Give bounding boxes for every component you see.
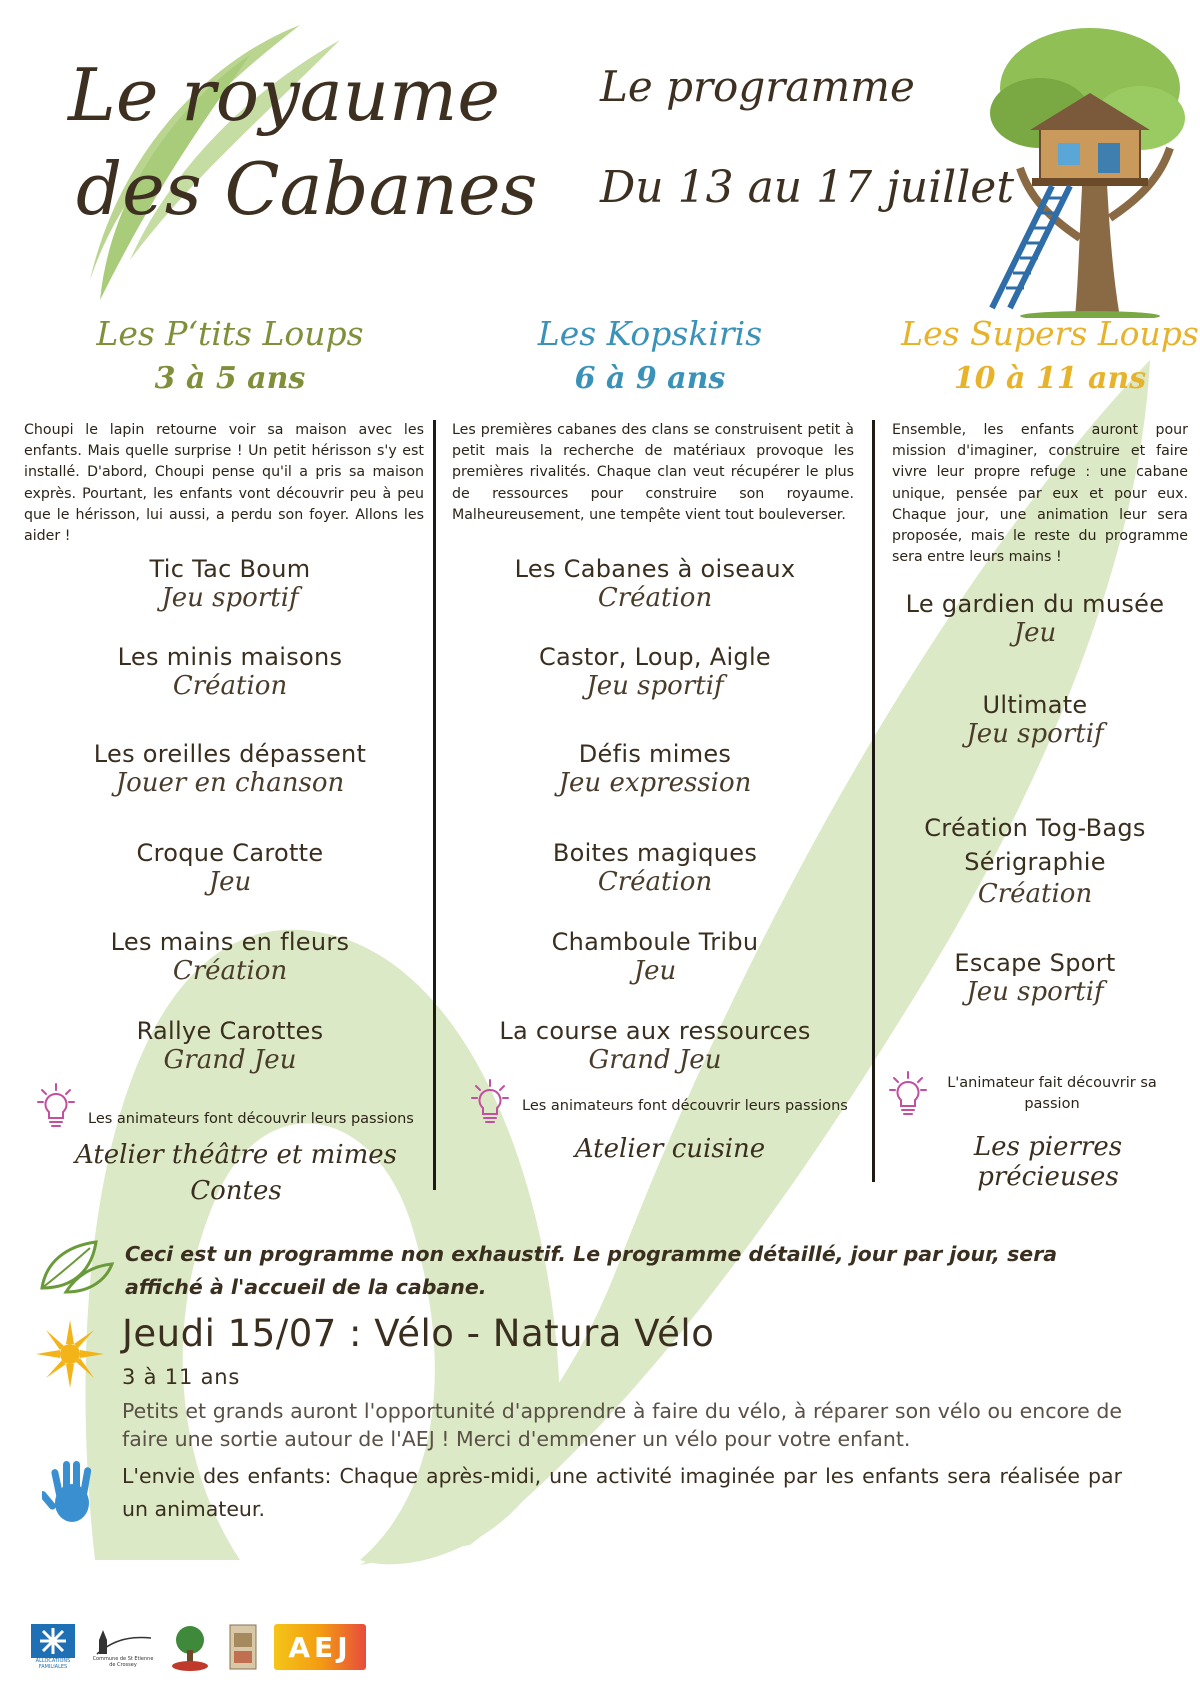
book-icon bbox=[228, 1623, 258, 1671]
aej-label: AEJ bbox=[288, 1630, 352, 1664]
event-age: 3 à 11 ans bbox=[122, 1365, 241, 1389]
passion-block-ptits-loups bbox=[36, 1082, 436, 1206]
event-description: Petits et grands auront l'opportunité d'apprendre à faire du vélo, à réparer son vélo ou encore de faire une sortie autour de l'AEJ ! Merci d'emmener un vélo pour votre enfant. bbox=[122, 1399, 1122, 1451]
group-header-supers-loups bbox=[860, 312, 1200, 402]
column-divider bbox=[872, 420, 875, 1182]
activity-type: Grand Jeu bbox=[163, 1045, 297, 1075]
event-title: Jeudi 15/07 : Vélo - Natura Vélo bbox=[122, 1312, 715, 1355]
aej-logo bbox=[274, 1624, 366, 1670]
partner-logos bbox=[28, 1620, 366, 1674]
activity-type: Jeu sportif bbox=[161, 583, 299, 613]
activity-item bbox=[880, 590, 1190, 691]
bulb-icon bbox=[888, 1070, 928, 1118]
activity-name: Chamboule Tribu bbox=[551, 928, 759, 956]
activity-type: Jeu expression bbox=[558, 768, 752, 798]
church-icon bbox=[93, 1626, 153, 1656]
caf-icon bbox=[31, 1624, 75, 1658]
activity-type: Jeu sportif bbox=[586, 671, 724, 701]
leaf-icon bbox=[36, 1234, 116, 1296]
activity-list-kopskiris bbox=[455, 555, 855, 1107]
activity-item bbox=[455, 555, 855, 643]
activity-item bbox=[880, 811, 1190, 949]
activity-item bbox=[30, 740, 430, 839]
passion-note: Les animateurs font découvrir leurs passions bbox=[522, 1098, 848, 1114]
passion-note: L'animateur fait découvrir sa passion bbox=[947, 1075, 1157, 1112]
activity-name: Rallye Carottes bbox=[136, 1017, 324, 1045]
group-name: Les Kopskiris bbox=[537, 314, 763, 353]
passion-note: Les animateurs font découvrir leurs passions bbox=[88, 1111, 414, 1127]
activity-type: Jeu bbox=[633, 956, 677, 986]
sun-icon bbox=[34, 1318, 106, 1390]
activity-item bbox=[455, 839, 855, 928]
library-logo bbox=[226, 1620, 260, 1674]
activity-name: Les Cabanes à oiseaux bbox=[514, 555, 796, 583]
activity-item bbox=[455, 643, 855, 740]
group-description: Les premières cabanes des clans se construisent petit à petit mais la recherche de matériaux provoque les premières rivalités. Chaque clan veut récupérer le plus de ressources pour construire son royaume. Malheureusement, une tempête vient tout bouleverser. bbox=[452, 422, 854, 523]
activity-type: Création bbox=[597, 867, 713, 897]
activity-name: Les mains en fleurs bbox=[110, 928, 350, 956]
group-description: Ensemble, les enfants auront pour mission d'imaginer, construire et faire vivre leur propre refuge : une cabane unique, pensée par eux et pour eux. Chaque jour, une animation leur sera proposée, mais le reste du programme sera entre leurs mains ! bbox=[892, 422, 1188, 566]
passion-activity: Contes bbox=[190, 1176, 282, 1206]
group-header-ptits-loups bbox=[40, 312, 420, 402]
activity-item bbox=[30, 555, 430, 643]
activity-name: Castor, Loup, Aigle bbox=[539, 643, 771, 671]
passion-activity: Atelier théâtre et mimes bbox=[75, 1140, 397, 1170]
activity-item bbox=[880, 691, 1190, 811]
activity-name: Le gardien du musée bbox=[905, 590, 1165, 618]
activity-type: Grand Jeu bbox=[588, 1045, 722, 1075]
group-name: Les P‘tits Loups bbox=[96, 314, 364, 353]
activity-item bbox=[880, 949, 1190, 1049]
main-title bbox=[68, 48, 538, 236]
activity-item bbox=[455, 928, 855, 1017]
activity-type: Création bbox=[977, 879, 1093, 909]
passion-activity: Atelier cuisine bbox=[574, 1134, 766, 1164]
activity-type: Création bbox=[172, 671, 288, 701]
activity-item bbox=[30, 839, 430, 928]
group-age: 10 à 11 ans bbox=[953, 361, 1147, 396]
activity-type: Jeu bbox=[208, 867, 252, 897]
activity-type: Jeu sportif bbox=[966, 719, 1104, 749]
passion-activity: Les pierres précieuses bbox=[973, 1132, 1123, 1192]
activity-name: Défis mimes bbox=[578, 740, 732, 768]
activity-item bbox=[30, 643, 430, 740]
activity-name: Ultimate bbox=[982, 691, 1088, 719]
activity-type: Création bbox=[597, 583, 713, 613]
activity-name: Les oreilles dépassent bbox=[93, 740, 367, 768]
passion-block-supers-loups bbox=[888, 1070, 1188, 1192]
commune-label: Commune de St Etienne de Crossey bbox=[92, 1656, 154, 1668]
activity-name: La course aux ressources bbox=[499, 1017, 811, 1045]
passion-block-kopskiris bbox=[470, 1078, 870, 1164]
caf-label: ALLOCATIONS FAMILIALES bbox=[35, 1658, 71, 1670]
children-wish-text: L'envie des enfants: Chaque après-midi, une activité imaginée par les enfants sera réalisée par un animateur. bbox=[122, 1464, 1122, 1521]
activity-name: Les minis maisons bbox=[117, 643, 343, 671]
group-age: 3 à 5 ans bbox=[154, 361, 306, 396]
program-dates: Du 13 au 17 juillet bbox=[600, 162, 1015, 213]
column-divider bbox=[433, 420, 436, 1190]
activity-name: Boites magiques bbox=[552, 839, 758, 867]
tree-icon bbox=[168, 1622, 212, 1672]
main-title-line2: des Cabanes bbox=[76, 147, 538, 231]
activity-type: Jeu bbox=[1013, 618, 1057, 648]
caf-logo bbox=[28, 1620, 78, 1674]
activity-type: Jeu sportif bbox=[966, 977, 1104, 1007]
commune-logo bbox=[92, 1620, 154, 1674]
activity-list-ptits-loups bbox=[30, 555, 430, 1107]
tree-house-icon bbox=[980, 18, 1190, 318]
group-description: Choupi le lapin retourne voir sa maison avec les enfants. Mais quelle surprise ! Un petit hérisson s'y est installé. D'abord, Choupi pense qu'il a pris sa maison exprès. Pourtant, les enfants vont découvrir peu à peu que le hérisson, lui aussi, a perdu son foyer. Allons les aider ! bbox=[24, 422, 424, 545]
activity-list-supers-loups bbox=[880, 590, 1190, 1049]
activity-type: Création bbox=[172, 956, 288, 986]
activity-item bbox=[30, 928, 430, 1017]
passion-row bbox=[470, 1078, 870, 1126]
program-label: Le programme bbox=[600, 62, 915, 111]
bulb-icon bbox=[470, 1078, 510, 1126]
group-name: Les Supers Loups bbox=[901, 314, 1199, 353]
group-age: 6 à 9 ans bbox=[574, 361, 726, 396]
passion-row bbox=[888, 1070, 1188, 1118]
passion-row bbox=[36, 1082, 436, 1130]
group-header-kopskiris bbox=[460, 312, 840, 402]
program-notice: Ceci est un programme non exhaustif. Le programme détaillé, jour par jour, sera affiché à l'accueil de la cabane. bbox=[125, 1242, 1058, 1299]
activity-name: Escape Sport bbox=[954, 949, 1116, 977]
activity-type: Jouer en chanson bbox=[115, 768, 345, 798]
main-title-line1: Le royaume bbox=[68, 53, 500, 137]
activity-name: Création Tog-Bags Sérigraphie bbox=[924, 814, 1146, 876]
activity-name: Croque Carotte bbox=[136, 839, 324, 867]
activity-name: Tic Tac Boum bbox=[149, 555, 311, 583]
hand-icon bbox=[42, 1455, 102, 1527]
activity-item bbox=[455, 740, 855, 839]
bulb-icon bbox=[36, 1082, 76, 1130]
tree-logo bbox=[168, 1620, 212, 1674]
